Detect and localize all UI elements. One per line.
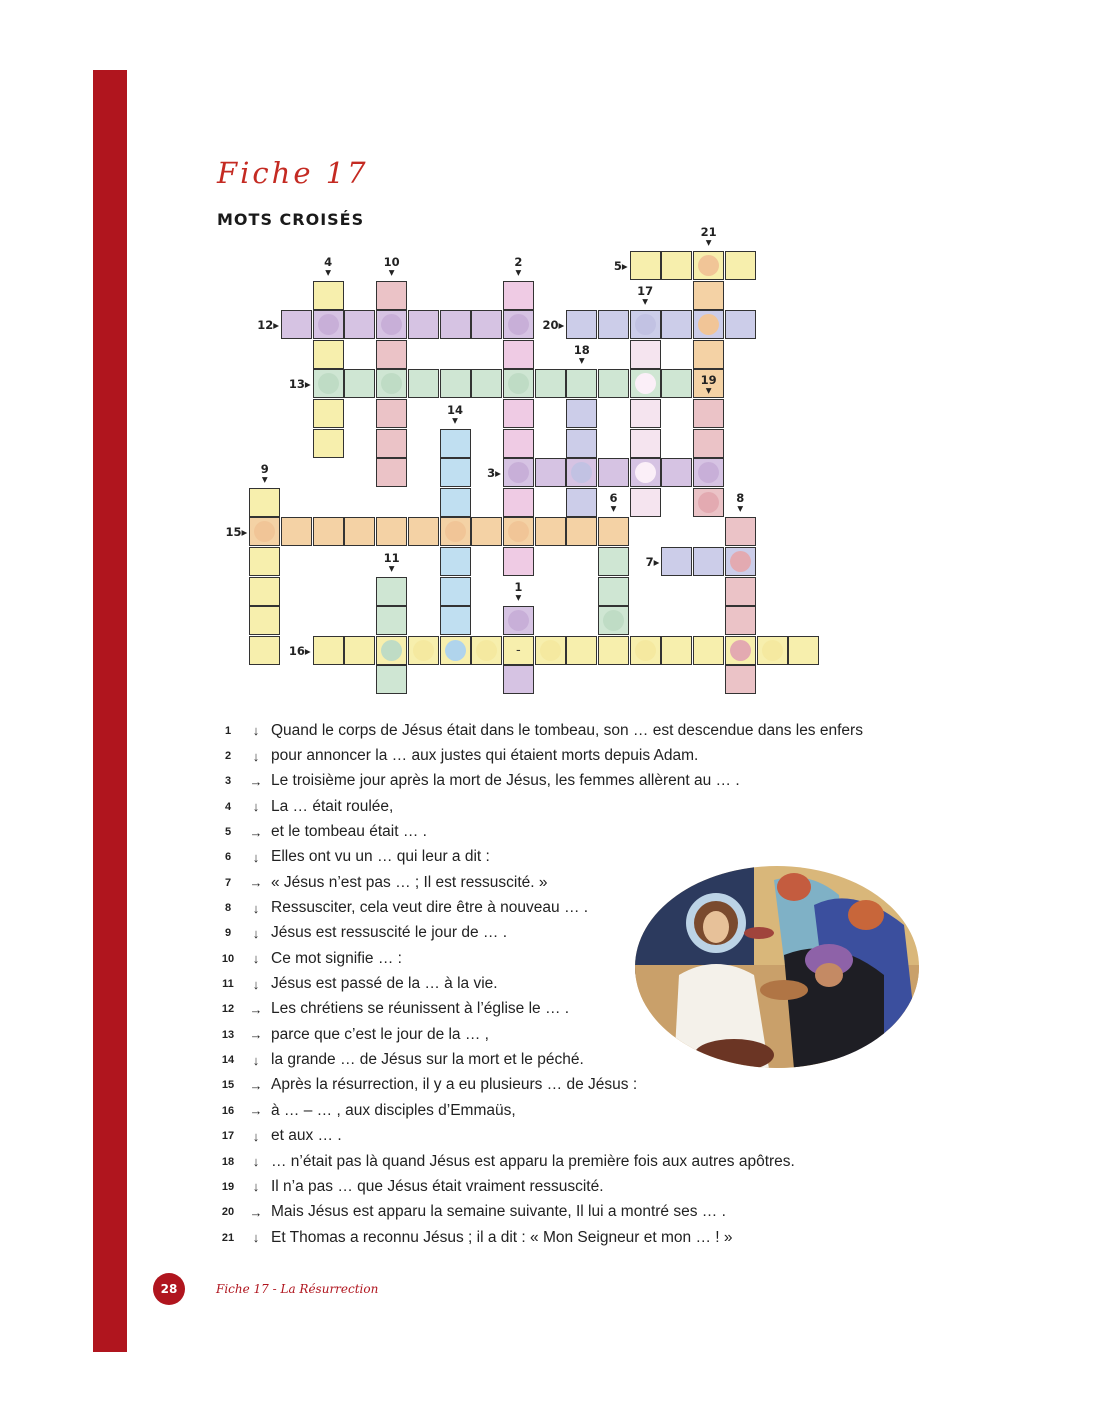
crossword-cell[interactable] — [376, 458, 407, 487]
clue-number-label: 18 ▾ — [573, 343, 590, 368]
crossword-cell[interactable] — [376, 577, 407, 606]
crossword-cell[interactable] — [503, 340, 534, 369]
crossword-cell[interactable] — [440, 429, 471, 458]
crossword-cell[interactable] — [376, 340, 407, 369]
highlight-circle — [381, 373, 402, 394]
crossword-cell[interactable] — [313, 369, 344, 398]
direction-arrow-icon: ↓ — [252, 1179, 260, 1195]
crossword-cell[interactable] — [566, 458, 597, 487]
crossword-cell[interactable] — [471, 636, 502, 665]
clue-number-label: 17 ▾ — [637, 284, 654, 309]
clue-number: 15 — [221, 1079, 235, 1092]
direction-arrow-icon: ↓ — [252, 1128, 260, 1144]
clue-text: Jésus est passé de la … à la vie. — [271, 975, 498, 993]
clue-text: Jésus est ressuscité le jour de … . — [271, 924, 508, 942]
clue-item — [215, 1124, 955, 1149]
crossword-cell[interactable] — [440, 547, 471, 576]
crossword-cell[interactable] — [376, 636, 407, 665]
crossword-cell[interactable] — [725, 636, 756, 665]
clue-text: et le tombeau était … . — [271, 823, 427, 841]
highlight-circle — [413, 640, 434, 661]
clue-number: 18 — [221, 1155, 235, 1168]
crossword-cell[interactable] — [566, 517, 597, 546]
clue-item — [215, 1225, 955, 1250]
crossword-cell[interactable] — [376, 369, 407, 398]
clue-number-label: 16▸ — [288, 643, 311, 658]
crossword-cell[interactable] — [313, 429, 344, 458]
direction-arrow-icon: → — [249, 1204, 263, 1220]
crossword-cell[interactable] — [313, 340, 344, 369]
highlight-circle — [635, 640, 656, 661]
crossword-cell[interactable] — [693, 310, 724, 339]
direction-arrow-icon: ↓ — [252, 1052, 260, 1068]
highlight-circle — [730, 551, 751, 572]
direction-arrow-icon: → — [249, 1077, 263, 1093]
crossword-cell[interactable] — [661, 369, 692, 398]
crossword-cell[interactable] — [693, 429, 724, 458]
clue-number: 7 — [224, 876, 232, 889]
direction-arrow-icon: → — [249, 824, 263, 840]
direction-arrow-icon: ↓ — [252, 748, 260, 764]
clue-number-label: 15▸ — [225, 525, 248, 540]
crossword-cell[interactable] — [313, 399, 344, 428]
clue-text: Mais Jésus est apparu la semaine suivante, Il lui a montré ses … . — [271, 1203, 726, 1221]
crossword-cell[interactable] — [661, 547, 692, 576]
footer-caption: Fiche 17 - La Résurrection — [216, 1282, 379, 1296]
direction-arrow-icon: ↓ — [252, 1154, 260, 1170]
crossword-cell[interactable] — [566, 636, 597, 665]
clue-text: « Jésus n’est pas … ; Il est ressuscité. » — [271, 873, 548, 891]
crossword-cell[interactable] — [376, 665, 407, 694]
direction-arrow-icon: → — [249, 1027, 263, 1043]
crossword-cell[interactable] — [281, 310, 312, 339]
clue-number: 11 — [222, 978, 234, 991]
clue-number: 12 — [221, 1003, 235, 1016]
crossword-cell[interactable] — [376, 517, 407, 546]
highlight-circle — [381, 314, 402, 335]
crossword-cell[interactable] — [788, 636, 819, 665]
clue-number-label: 7▸ — [645, 555, 660, 569]
clue-number: 13 — [221, 1028, 235, 1041]
resurrection-illustration — [634, 865, 920, 1069]
clue-text: Les chrétiens se réunissent à l’église le … . — [271, 1000, 570, 1018]
crossword-cell[interactable] — [566, 488, 597, 517]
section-title: MOTS CROISÉS — [217, 210, 365, 229]
direction-arrow-icon: ↓ — [252, 900, 260, 916]
crossword-cell[interactable] — [630, 310, 661, 339]
crossword-cell[interactable] — [598, 577, 629, 606]
clue-item — [215, 1073, 955, 1098]
clue-item — [215, 819, 955, 844]
crossword-cell[interactable] — [661, 310, 692, 339]
crossword-cell[interactable] — [725, 547, 756, 576]
clue-item — [215, 743, 955, 768]
highlight-circle — [698, 462, 719, 483]
crossword-cell[interactable] — [376, 429, 407, 458]
page-title: Fiche 17 — [217, 156, 369, 190]
direction-arrow-icon: → — [249, 875, 263, 891]
clue-text: Elles ont vu un … qui leur a dit : — [271, 848, 490, 866]
clue-number-label: 9 ▾ — [260, 461, 269, 486]
crossword-cell[interactable] — [249, 606, 280, 635]
crossword-cell[interactable] — [249, 577, 280, 606]
hyphen-mark: - — [516, 642, 521, 658]
highlight-circle — [254, 521, 275, 542]
crossword-cell[interactable] — [725, 251, 756, 280]
clue-number-label: 10 ▾ — [383, 254, 400, 279]
crossword-cell[interactable] — [725, 665, 756, 694]
clue-text: pour annoncer la … aux justes qui étaient morts depuis Adam. — [271, 747, 699, 765]
highlight-circle — [445, 521, 466, 542]
clue-number: 4 — [224, 800, 232, 813]
highlight-circle — [730, 640, 751, 661]
crossword-cell[interactable] — [471, 517, 502, 546]
direction-arrow-icon: → — [249, 773, 263, 789]
crossword-cell[interactable] — [408, 369, 439, 398]
clue-number: 5 — [224, 826, 232, 839]
clue-number: 10 — [221, 952, 235, 965]
clue-number: 21 — [221, 1231, 235, 1244]
clue-number: 6 — [224, 851, 232, 864]
clue-number: 1 — [224, 724, 232, 737]
direction-arrow-icon: ↓ — [252, 723, 260, 739]
crossword-cell[interactable] — [503, 399, 534, 428]
crossword-cell[interactable] — [598, 636, 629, 665]
highlight-circle — [381, 640, 402, 661]
crossword-cell[interactable] — [376, 399, 407, 428]
crossword-cell[interactable] — [503, 606, 534, 635]
crossword-cell[interactable] — [693, 488, 724, 517]
clue-number: 9 — [224, 927, 232, 940]
crossword-cell[interactable] — [313, 636, 344, 665]
crossword-cell[interactable] — [440, 577, 471, 606]
crossword-cell[interactable] — [566, 310, 597, 339]
crossword-cell[interactable] — [725, 517, 756, 546]
clue-text: … n’était pas là quand Jésus est apparu la première fois aux autres apôtres. — [271, 1152, 795, 1170]
crossword-cell[interactable] — [249, 547, 280, 576]
clue-number-label: 3▸ — [487, 466, 501, 481]
direction-arrow-icon: → — [249, 1103, 263, 1119]
crossword-cell[interactable] — [535, 458, 566, 487]
highlight-circle — [508, 610, 529, 631]
crossword-cell[interactable] — [376, 606, 407, 635]
crossword-cell[interactable] — [598, 458, 629, 487]
crossword-cell[interactable] — [661, 636, 692, 665]
crossword-cell[interactable] — [693, 251, 724, 280]
highlight-circle — [508, 462, 529, 483]
highlight-circle — [635, 373, 656, 394]
clue-number-label: 1 ▾ — [514, 580, 523, 605]
crossword-cell[interactable] — [408, 517, 439, 546]
highlight-circle — [603, 610, 624, 631]
clue-number-label: 12▸ — [257, 318, 279, 333]
crossword-cell[interactable] — [249, 488, 280, 517]
direction-arrow-icon: ↓ — [252, 799, 260, 815]
highlight-circle — [318, 373, 339, 394]
clue-item — [215, 1174, 955, 1199]
crossword-cell[interactable] — [598, 517, 629, 546]
direction-arrow-icon: ↓ — [252, 1230, 260, 1246]
clue-number: 20 — [221, 1206, 235, 1219]
clue-text: La … était roulée, — [271, 797, 394, 815]
crossword-cell[interactable] — [440, 369, 471, 398]
crossword-cell[interactable] — [630, 251, 661, 280]
clue-number: 8 — [224, 902, 232, 915]
crossword-cell[interactable] — [566, 399, 597, 428]
clue-number: 3 — [224, 775, 232, 788]
crossword-cell[interactable] — [630, 340, 661, 369]
highlight-circle — [762, 640, 783, 661]
clue-number-label: 2 ▾ — [514, 254, 523, 279]
crossword-cell[interactable] — [725, 606, 756, 635]
clue-number-label: 5▸ — [613, 259, 628, 273]
crossword-cell[interactable] — [344, 517, 375, 546]
clue-number: 19 — [221, 1180, 235, 1193]
crossword-cell[interactable] — [566, 429, 597, 458]
highlight-circle — [476, 640, 497, 661]
clue-text: à … – … , aux disciples d’Emmaüs, — [271, 1101, 516, 1119]
crossword-cell[interactable] — [440, 310, 471, 339]
crossword-cell[interactable] — [471, 369, 502, 398]
crossword-cell[interactable] — [408, 310, 439, 339]
crossword-cell[interactable] — [503, 458, 534, 487]
crossword-cell[interactable] — [693, 281, 724, 310]
clue-text: Il n’a pas … que Jésus était vraiment ressuscité. — [271, 1177, 604, 1195]
clue-text: Après la résurrection, il y a eu plusieurs … de Jésus : — [271, 1076, 638, 1094]
crossword-cell[interactable] — [630, 399, 661, 428]
crossword-cell[interactable] — [503, 429, 534, 458]
crossword-cell[interactable] — [693, 340, 724, 369]
crossword-cell[interactable] — [693, 547, 724, 576]
clue-item — [215, 769, 955, 794]
clue-item — [215, 794, 955, 819]
clue-number: 14 — [221, 1054, 235, 1067]
crossword-cell[interactable] — [630, 458, 661, 487]
clue-item — [215, 1098, 955, 1123]
highlight-circle — [445, 640, 466, 661]
page-number: 28 — [153, 1273, 185, 1305]
direction-arrow-icon: ↓ — [252, 849, 260, 865]
crossword-cell[interactable] — [503, 517, 534, 546]
direction-arrow-icon: ↓ — [252, 976, 260, 992]
crossword-cell[interactable] — [503, 665, 534, 694]
crossword-cell[interactable] — [630, 636, 661, 665]
crossword-cell[interactable] — [440, 517, 471, 546]
crossword-cell[interactable] — [566, 369, 597, 398]
crossword-cell[interactable] — [471, 310, 502, 339]
crossword-cell[interactable] — [313, 517, 344, 546]
crossword-cell[interactable] — [598, 310, 629, 339]
crossword-cell[interactable] — [313, 281, 344, 310]
clue-number: 16 — [221, 1104, 235, 1117]
crossword-cell[interactable] — [598, 369, 629, 398]
highlight-circle — [318, 314, 339, 335]
clue-number: 2 — [224, 750, 232, 763]
crossword-cell[interactable] — [440, 606, 471, 635]
clue-number-label: 4 ▾ — [324, 254, 333, 279]
highlight-circle — [635, 462, 656, 483]
crossword-cell[interactable] — [408, 636, 439, 665]
crossword-cell[interactable] — [313, 310, 344, 339]
clue-item — [215, 1200, 955, 1225]
crossword-cell[interactable] — [344, 310, 375, 339]
highlight-circle — [508, 521, 529, 542]
highlight-circle — [508, 373, 529, 394]
clue-item — [215, 718, 955, 743]
crossword-cell[interactable] — [503, 488, 534, 517]
crossword-cell[interactable] — [535, 517, 566, 546]
crossword-cell[interactable] — [757, 636, 788, 665]
crossword-cell[interactable] — [503, 547, 534, 576]
highlight-circle — [571, 462, 592, 483]
crossword-cell[interactable] — [535, 369, 566, 398]
crossword-cell[interactable] — [630, 488, 661, 517]
crossword-cell[interactable] — [661, 458, 692, 487]
highlight-circle — [540, 640, 561, 661]
clue-number-label: 19 ▾ — [700, 373, 717, 397]
crossword-cell[interactable] — [376, 281, 407, 310]
clue-item — [215, 1149, 955, 1174]
clue-number-label: 8 ▾ — [736, 491, 745, 516]
clue-text: la grande … de Jésus sur la mort et le péché. — [271, 1051, 584, 1069]
clue-text: Le troisième jour après la mort de Jésus, les femmes allèrent au … . — [271, 772, 740, 790]
crossword-cell[interactable] — [661, 251, 692, 280]
clue-text: Et Thomas a reconnu Jésus ; il a dit : « Mon Seigneur et mon … ! » — [271, 1228, 733, 1246]
clue-number-label: 20▸ — [542, 318, 565, 333]
crossword-cell[interactable] — [503, 281, 534, 310]
clue-text: parce que c’est le jour de la … , — [271, 1025, 489, 1043]
clue-number-label: 6 ▾ — [609, 491, 618, 516]
crossword-cell[interactable] — [725, 310, 756, 339]
clue-text: Ressusciter, cela veut dire être à nouveau … . — [271, 899, 589, 917]
clue-text: et aux … . — [271, 1127, 342, 1145]
crossword-cell[interactable] — [281, 517, 312, 546]
crossword-cell[interactable] — [725, 577, 756, 606]
clue-text: Quand le corps de Jésus était dans le tombeau, son … est descendue dans les enfers — [271, 721, 863, 739]
crossword-cell[interactable] — [630, 369, 661, 398]
crossword-cell[interactable] — [344, 636, 375, 665]
clue-text: Ce mot signifie … : — [271, 949, 402, 967]
clue-number-label: 21 ▾ — [700, 225, 717, 249]
crossword-cell[interactable] — [693, 458, 724, 487]
crossword-cell[interactable] — [503, 369, 534, 398]
clue-number-label: 14 ▾ — [446, 402, 463, 427]
crossword-cell[interactable] — [440, 488, 471, 517]
crossword-cell[interactable] — [440, 636, 471, 665]
crossword-cell[interactable] — [249, 517, 280, 546]
highlight-circle — [698, 492, 719, 513]
crossword-cell[interactable] — [630, 429, 661, 458]
crossword-cell[interactable] — [376, 310, 407, 339]
crossword-cell[interactable] — [503, 636, 534, 665]
crossword-cell[interactable] — [693, 636, 724, 665]
crossword-cell[interactable] — [535, 636, 566, 665]
clue-number: 17 — [221, 1130, 235, 1143]
crossword-cell[interactable] — [344, 369, 375, 398]
crossword-cell[interactable] — [693, 399, 724, 428]
direction-arrow-icon: → — [249, 1001, 263, 1017]
highlight-circle — [698, 255, 719, 276]
direction-arrow-icon: ↓ — [252, 925, 260, 941]
highlight-circle — [635, 314, 656, 335]
direction-arrow-icon: ↓ — [252, 951, 260, 967]
clue-number-label: 13▸ — [288, 377, 311, 392]
crossword-cell[interactable] — [598, 606, 629, 635]
clue-number-label: 11 ▾ — [383, 550, 400, 575]
highlight-circle — [698, 314, 719, 335]
